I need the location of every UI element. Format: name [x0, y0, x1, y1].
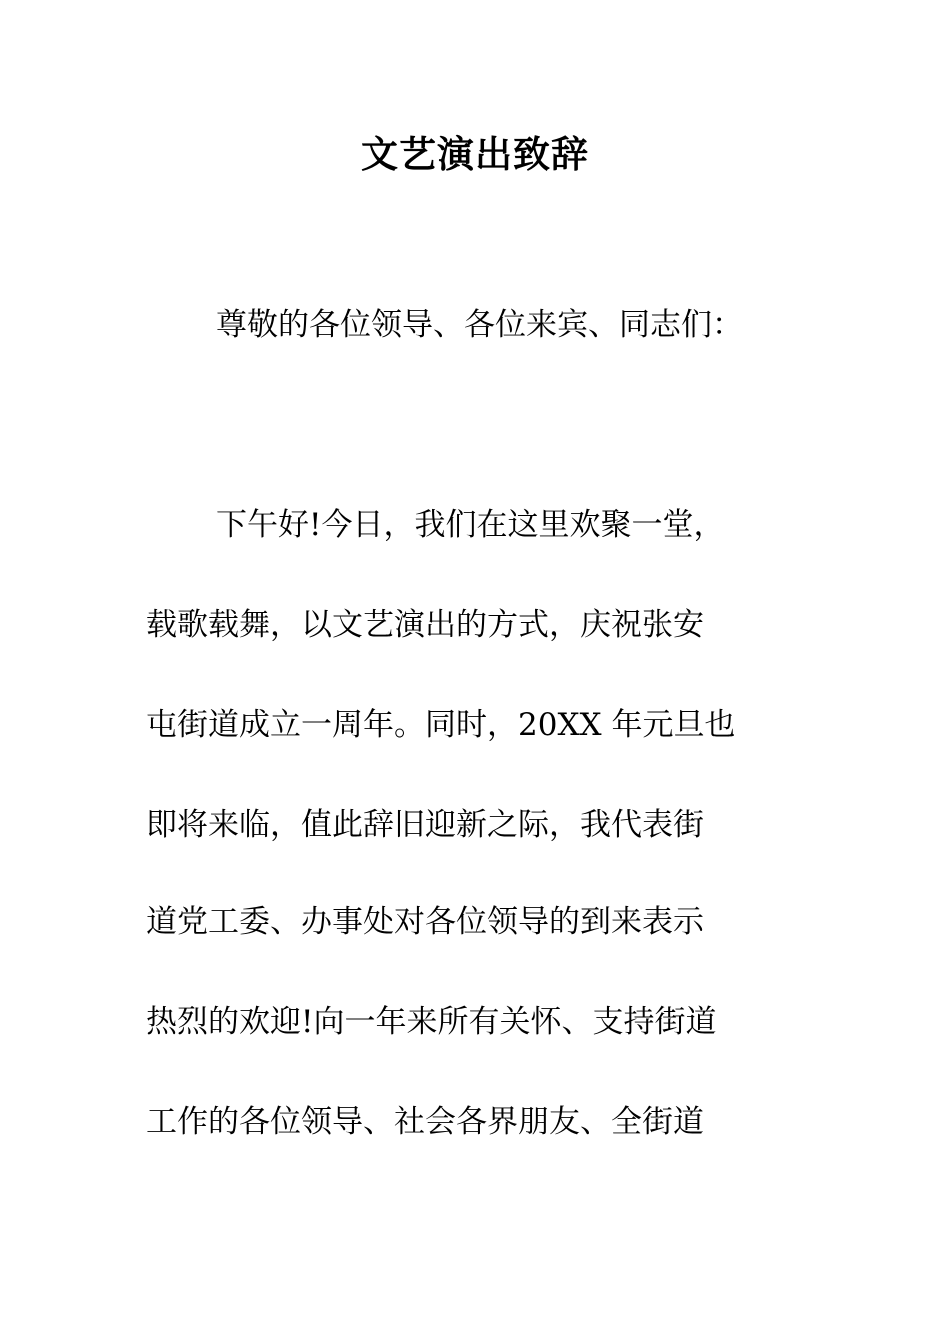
body-line-7: 工作的各位领导、社会各界朋友、全街道	[146, 1104, 704, 1140]
body-line-3: 屯街道成立一周年。同时，20XX 年元旦也	[146, 707, 736, 743]
body-line-5: 道党工委、办事处对各位领导的到来表示	[146, 904, 704, 940]
body-line-2: 载歌载舞，以文艺演出的方式，庆祝张安	[146, 607, 704, 643]
document-title: 文艺演出致辞	[361, 132, 589, 176]
body-line-4: 即将来临，值此辞旧迎新之际，我代表街	[146, 807, 704, 843]
body-line-1: 下午好!今日，我们在这里欢聚一堂，	[216, 507, 725, 543]
salutation-line: 尊敬的各位领导、各位来宾、同志们：	[216, 307, 743, 343]
body-line-6: 热烈的欢迎!向一年来所有关怀、支持街道	[146, 1004, 717, 1040]
